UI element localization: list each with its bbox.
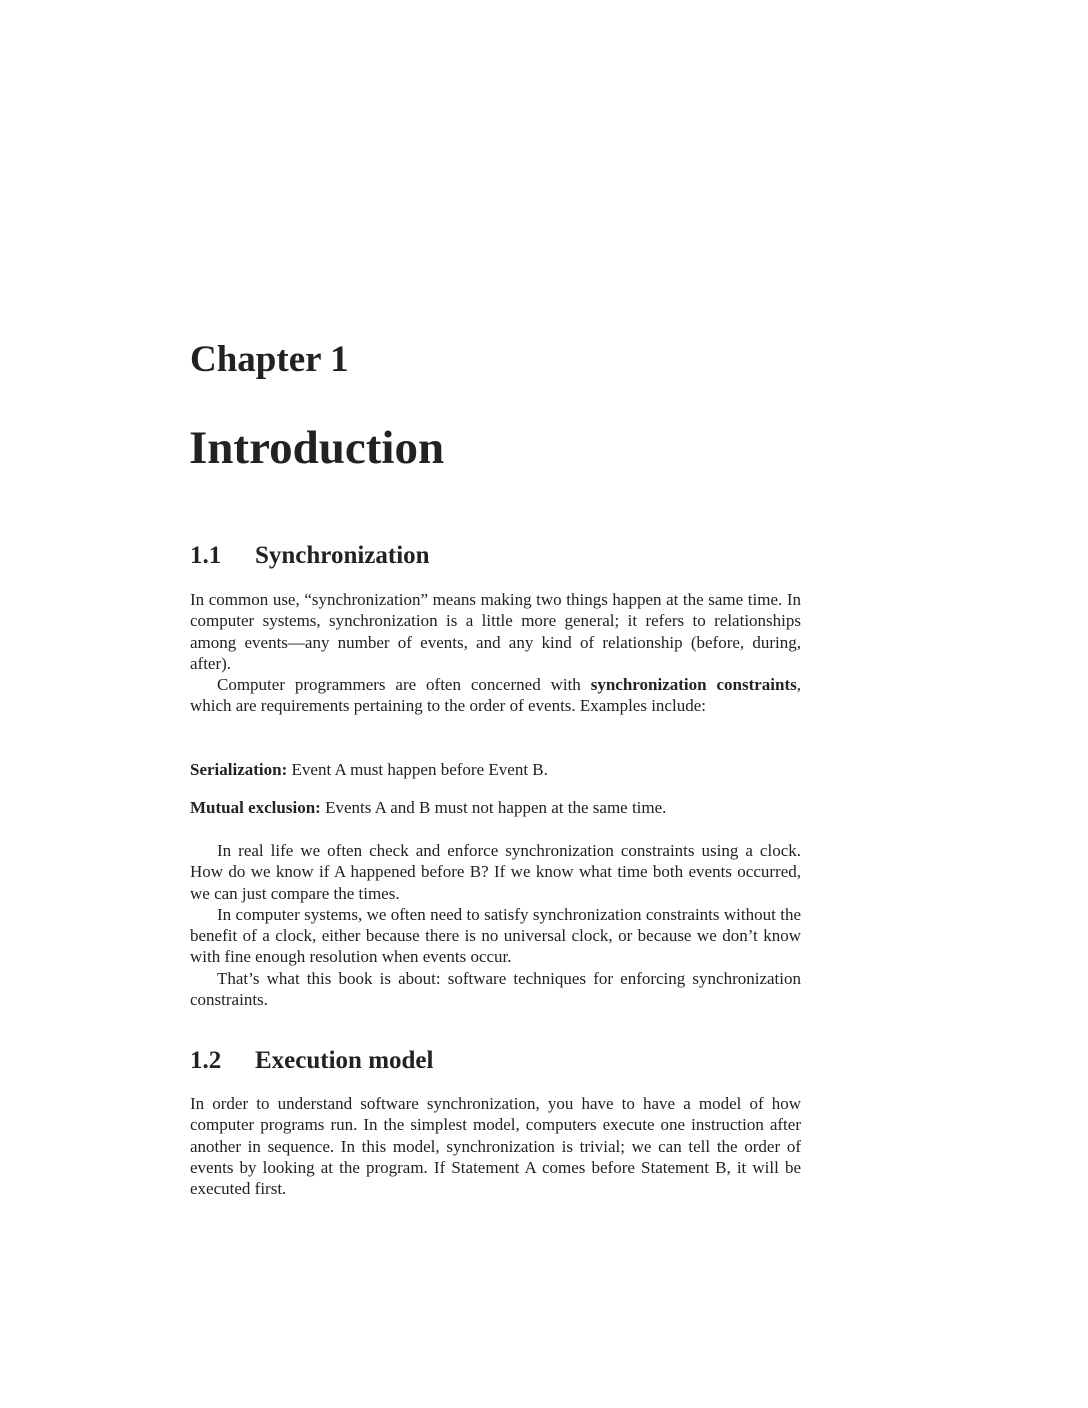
section-body-execution-model — [190, 1093, 801, 1199]
definition-text: Event A must happen before Event B. — [287, 760, 548, 779]
definition-item-mutual-exclusion — [190, 797, 801, 818]
bold-term: synchronization constraints — [590, 675, 797, 695]
definition-term: Mutual exclusion: — [190, 798, 321, 817]
paragraph-text: Computer programmers are often concerned with — [217, 675, 591, 695]
paragraph — [190, 674, 801, 717]
paragraph-text: , which are requirements pertaining to the order of events. Examples include: — [190, 675, 801, 716]
section-title: Execution model — [255, 1047, 434, 1074]
section-number: 1.1 — [190, 542, 222, 569]
paragraph: In common use, “synchronization” means making two things happen at the same time. In computer systems, synchronization is a little more general; it refers to relationships among events—any number of events, and any kind of relationship (before, during, after). — [190, 590, 801, 673]
definition-item-serialization — [190, 759, 801, 780]
definition-term: Serialization: — [190, 760, 288, 779]
definition-list — [190, 759, 801, 780]
definition-text: Events A and B must not happen at the same time. — [320, 798, 667, 817]
section-body-synchronization — [190, 589, 801, 717]
section-body-continued — [190, 840, 801, 1010]
paragraph: In computer systems, we often need to satisfy synchronization constraints without the benefit of a clock, either because there is no universal clock, or because we don’t know with fine enough resolution when events occur. — [190, 904, 801, 967]
paragraph: In order to understand software synchronization, you have to have a model of how computer programs run. In the simplest model, computers execute one instruction after another in sequence. In this model, synchronization is trivial; we can tell the order of events by looking at the program. If Statement A comes before Statement B, it will be executed first. — [190, 1094, 801, 1199]
section-title: Synchronization — [255, 542, 430, 569]
chapter-title: Introduction — [189, 422, 445, 474]
section-number: 1.2 — [190, 1047, 222, 1074]
section-heading-execution-model — [190, 1045, 433, 1077]
section-heading-synchronization — [190, 540, 430, 572]
chapter-label: Chapter 1 — [190, 339, 349, 380]
paragraph: That’s what this book is about: software techniques for enforcing synchronization constraints. — [190, 968, 801, 1010]
definition-list — [190, 797, 801, 818]
paragraph: In real life we often check and enforce synchronization constraints using a clock. How do we know if A happened before B? If we know what time both events occurred, we can just compare the times. — [190, 841, 801, 903]
